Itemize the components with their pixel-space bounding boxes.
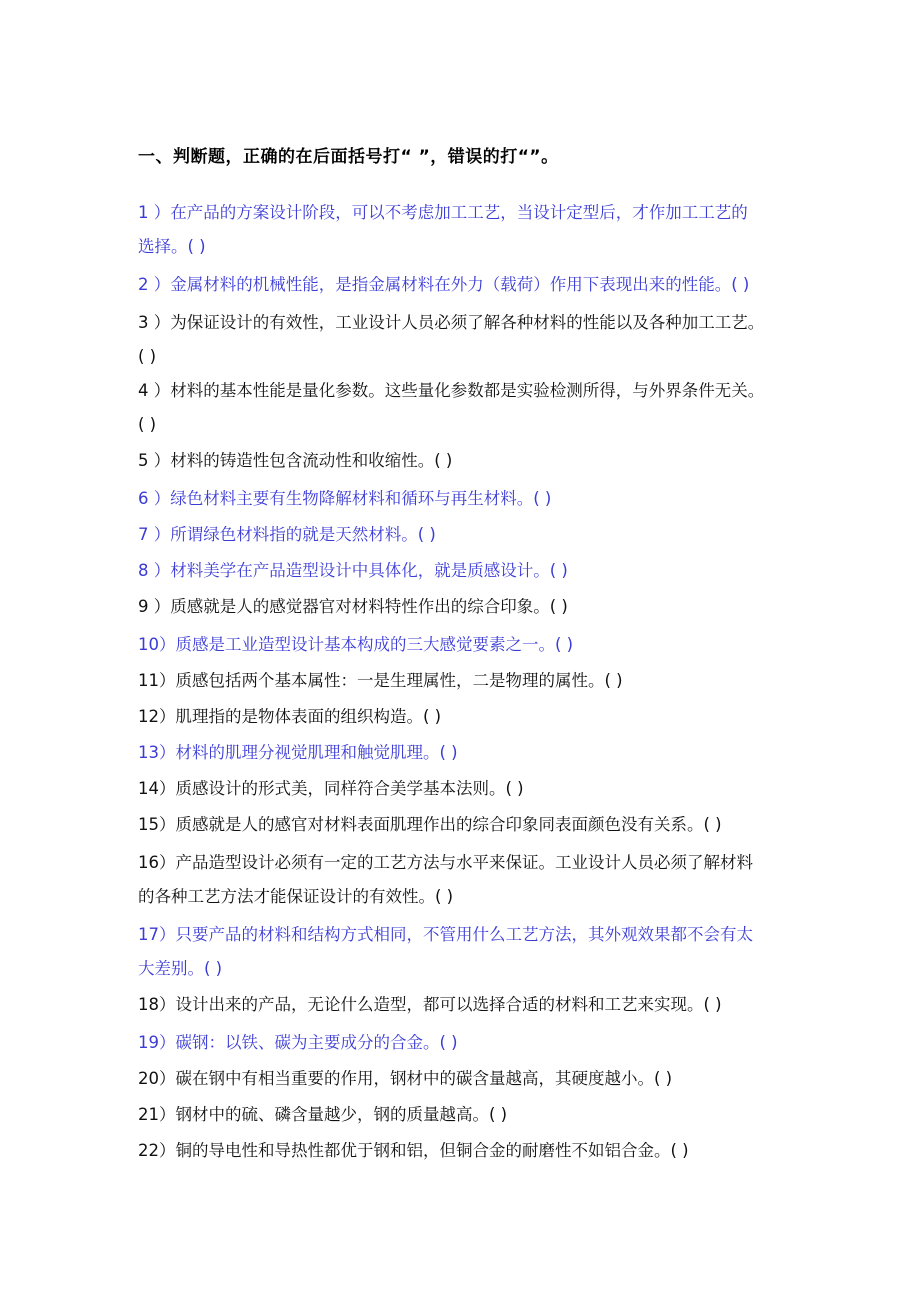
question-item [138, 306, 850, 374]
question-line: 1 ）在产品的方案设计阶段，可以不考虑加工工艺，当设计定型后，才作加工工艺的 [138, 203, 748, 222]
question-item [138, 628, 850, 662]
question-line: 15）质感就是人的感官对材料表面肌理作出的综合印象同表面颜色没有关系。( ) [138, 815, 722, 834]
question-item [138, 196, 850, 264]
question-item [138, 482, 850, 516]
question-line: 大差别。( ) [138, 959, 223, 978]
question-item [138, 1134, 850, 1168]
question-item [138, 1098, 850, 1132]
question-item [138, 918, 850, 986]
question-line: 11）质感包括两个基本属性：一是生理属性，二是物理的属性。( ) [138, 671, 623, 690]
question-line: 18）设计出来的产品，无论什么造型，都可以选择合适的材料和工艺来实现。( ) [138, 995, 722, 1014]
section-title: 一、判断题，正确的在后面括号打“ ”，错误的打“”。 [138, 147, 559, 167]
question-item [138, 1062, 850, 1096]
question-line: 22）铜的导电性和导热性都优于钢和铝，但铜合金的耐磨性不如铝合金。( ) [138, 1141, 689, 1160]
question-item [138, 268, 850, 302]
question-line: 5 ）材料的铸造性包含流动性和收缩性。( ) [138, 451, 453, 470]
question-item [138, 700, 850, 734]
question-line: 9 ）质感就是人的感觉器官对材料特性作出的综合印象。( ) [138, 597, 568, 616]
question-line: 19）碳钢：以铁、碳为主要成分的合金。( ) [138, 1033, 458, 1052]
question-item [138, 374, 850, 442]
question-item [138, 554, 850, 588]
question-line: 的各种工艺方法才能保证设计的有效性。( ) [138, 887, 454, 906]
question-item [138, 808, 850, 842]
question-line: 10）质感是工业造型设计基本构成的三大感觉要素之一。( ) [138, 635, 574, 654]
question-item [138, 772, 850, 806]
question-line: 12）肌理指的是物体表面的组织构造。( ) [138, 707, 442, 726]
question-line: 21）钢材中的硫、磷含量越少，钢的质量越高。( ) [138, 1105, 508, 1124]
question-item [138, 846, 850, 914]
question-line: 3 ）为保证设计的有效性，工业设计人员必须了解各种材料的性能以及各种加工工艺。 [138, 313, 765, 332]
question-line: 13）材料的肌理分视觉肌理和触觉肌理。( ) [138, 743, 458, 762]
question-item [138, 1026, 850, 1060]
question-item [138, 444, 850, 478]
question-line: ( ) [138, 347, 157, 366]
question-line: 8 ）材料美学在产品造型设计中具体化，就是质感设计。( ) [138, 561, 568, 580]
question-item [138, 590, 850, 624]
question-line: ( ) [138, 415, 157, 434]
question-line: 选择。( ) [138, 237, 206, 256]
question-line: 6 ）绿色材料主要有生物降解材料和循环与再生材料。( ) [138, 489, 552, 508]
question-line: 20）碳在钢中有相当重要的作用，钢材中的碳含量越高，其硬度越小。( ) [138, 1069, 673, 1088]
question-line: 7 ）所谓绿色材料指的就是天然材料。( ) [138, 525, 436, 544]
question-item [138, 664, 850, 698]
question-line: 16）产品造型设计必须有一定的工艺方法与水平来保证。工业设计人员必须了解材料 [138, 853, 753, 872]
question-item [138, 988, 850, 1022]
question-line: 4 ）材料的基本性能是量化参数。这些量化参数都是实验检测所得，与外界条件无关。 [138, 381, 765, 400]
question-line: 14）质感设计的形式美，同样符合美学基本法则。( ) [138, 779, 524, 798]
question-item [138, 518, 850, 552]
question-line: 17）只要产品的材料和结构方式相同，不管用什么工艺方法，其外观效果都不会有太 [138, 925, 753, 944]
question-item [138, 736, 850, 770]
question-line: 2 ）金属材料的机械性能，是指金属材料在外力（载荷）作用下表现出来的性能。( ) [138, 275, 750, 294]
